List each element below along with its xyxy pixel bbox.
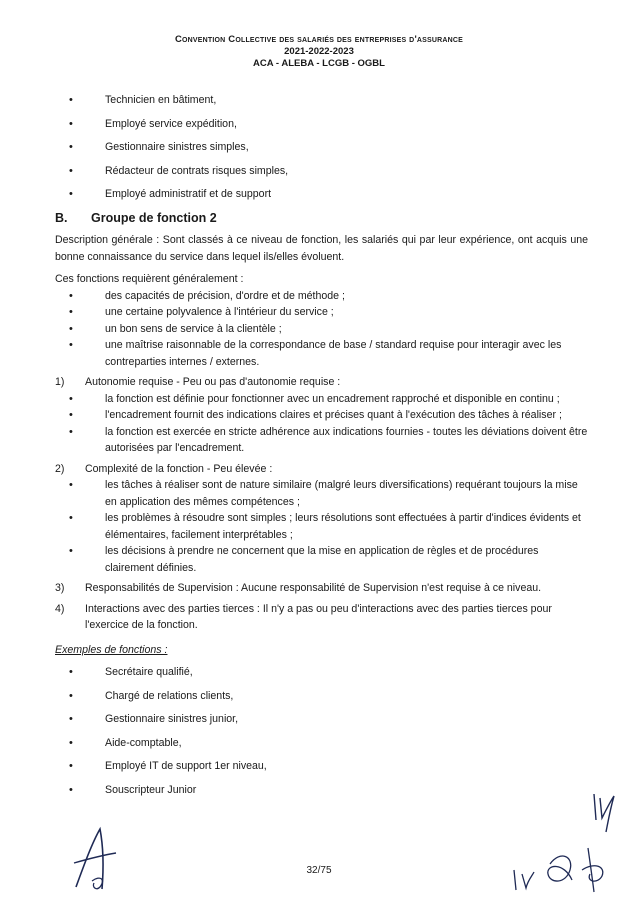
- autonomy-list: [55, 391, 588, 457]
- requirements-intro: Ces fonctions requièrent généralement :: [55, 273, 244, 285]
- examples-list: [55, 664, 588, 798]
- criterion-interactions: [55, 601, 588, 634]
- list-item: • Technicien en bâtiment,: [55, 92, 588, 109]
- criterion-title: Complexité de la fonction - Peu élevée :: [85, 462, 273, 475]
- list-item: • une maîtrise raisonnable de la correspondance de base / standard requise pour interagir avec les contreparties internes / externes.: [55, 337, 588, 370]
- complexity-list: [55, 477, 588, 576]
- list-item: • les problèmes à résoudre sont simples ; leurs résolutions sont effectuées à partir d'indices évidents et élémentaires, facilement interprétables ;: [55, 510, 588, 543]
- list-item: • la fonction est exercée en stricte adhérence aux indications fournies - toutes les déviations doivent être autorisées par l'encadrement.: [55, 424, 588, 457]
- list-item: • Employé IT de support 1er niveau,: [55, 758, 588, 775]
- criterion-number: 2): [55, 462, 65, 475]
- top-bullet-list: [55, 92, 588, 203]
- list-item: • Souscripteur Junior: [55, 782, 588, 799]
- criterion-title: Autonomie requise - Peu ou pas d'autonomie requise :: [85, 376, 341, 388]
- criterion-number: 4): [55, 602, 65, 615]
- criterion-number: 3): [55, 582, 65, 594]
- list-item: • Aide-comptable,: [55, 735, 588, 752]
- criterion-complexity: [55, 461, 588, 478]
- criterion-number: 1): [55, 376, 65, 388]
- list-item: • Employé administratif et de support: [55, 186, 588, 203]
- examples-title: Exemples de fonctions :: [55, 643, 168, 656]
- criterion-text: Responsabilités de Supervision : Aucune responsabilité de Supervision n'est requise à ce niveau.: [85, 582, 542, 594]
- header-years: 2021-2022-2023: [284, 46, 354, 57]
- list-item: • les décisions à prendre ne concernent que la mise en application de règles et de procédures clairement définies.: [55, 543, 588, 576]
- criterion-autonomy: [55, 374, 588, 391]
- document-header: [0, 34, 638, 70]
- header-title: Convention Collective des salariés des entreprises d'assurance: [174, 34, 464, 45]
- page-content: [55, 92, 588, 805]
- criterion-supervision: [55, 580, 588, 597]
- criterion-text: Interactions avec des parties tierces : Il n'y a pas ou peu d'interactions avec des parties tierces pour l'exercice de la fonction.: [85, 602, 552, 631]
- signature-initials-left: [70, 825, 120, 895]
- list-item: • l'encadrement fournit des indications claires et précises quant à l'exécution des tâches à réaliser ;: [55, 407, 588, 424]
- list-item: • Employé service expédition,: [55, 116, 588, 133]
- section-title: Groupe de fonction 2: [91, 210, 217, 225]
- list-item: • les tâches à réaliser sont de nature similaire (malgré leurs diversifications) requérant toujours la mise en application des mêmes compétences ;: [55, 477, 588, 510]
- list-item: • Gestionnaire sinistres simples,: [55, 139, 588, 156]
- section-letter: B.: [55, 210, 68, 225]
- list-item: • la fonction est définie pour fonctionner avec un encadrement rapproché et disponible en continu ;: [55, 391, 588, 408]
- list-item: • Rédacteur de contrats risques simples,: [55, 163, 588, 180]
- section-heading: [55, 210, 588, 227]
- general-description: Description générale : Sont classés à ce niveau de fonction, les salariés qui par leur expérience, ont acquis une bonne connaissance du service dans lequel ils/elles évoluent.: [55, 234, 588, 263]
- requirements-list: [55, 288, 588, 371]
- page-number: 32/75: [306, 865, 332, 876]
- list-item: • une certaine polyvalence à l'intérieur du service ;: [55, 304, 588, 321]
- list-item: • des capacités de précision, d'ordre et de méthode ;: [55, 288, 588, 305]
- header-signatories: ACA - ALEBA - LCGB - OGBL: [253, 58, 385, 69]
- list-item: • Chargé de relations clients,: [55, 688, 588, 705]
- list-item: • Gestionnaire sinistres junior,: [55, 711, 588, 728]
- list-item: • un bon sens de service à la clientèle ;: [55, 321, 588, 338]
- signature-initials-top-right: [588, 790, 618, 835]
- list-item: • Secrétaire qualifié,: [55, 664, 588, 681]
